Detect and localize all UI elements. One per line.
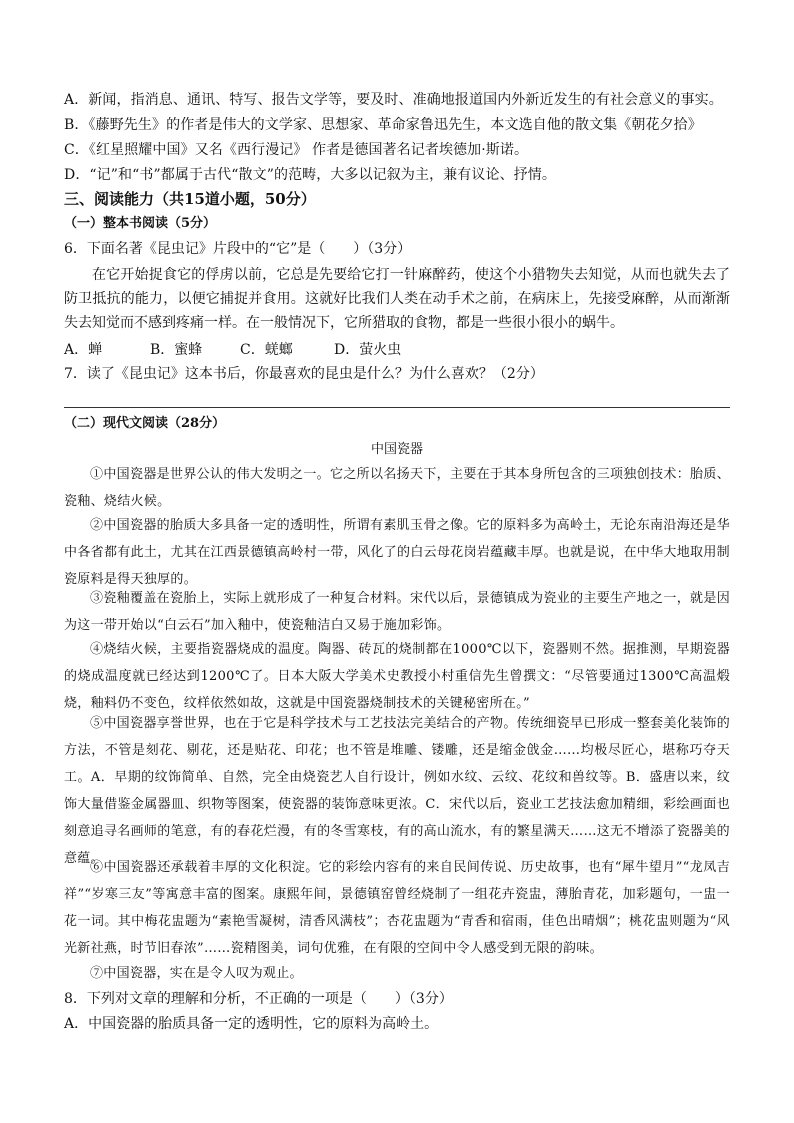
question-6-passage: 在它开始捉食它的俘虏以前，它总是先要给它打一针麻醉药，使这个小猎物失去知觉，从而也就失去了防卫抵抗的能力，以便它捕捉并食用。这就好比我们人类在动手术之前，在病床上，先接受麻醉，从而渐渐失去知觉而不感到疼痛一样。在一般情况下，它所猎取的食物，都是一些很小很小的蜗牛。	[64, 267, 730, 331]
article-paragraph-6: ⑥中国瓷器还承载着丰厚的文化积淀。它的彩绘内容有的来自民间传说、历史故事，也有“犀牛望月”“龙凤吉祥”“岁寒三友”等寓意丰富的图案。康熙年间，景德镇窑曾经烧制了一组花卉瓷盅，薄胎青花，加彩题句，一盅一花一词。其中梅花盅题为“素艳雪凝树，清香风满枝”；杏花盅题为“青香和宿雨，佳色出晴烟”；桃花盅则题为“风光新社燕，时节旧春浓”……瓷精图美，词句优雅，在有限的空间中令人感受到无限的韵味。	[64, 860, 730, 956]
article-paragraph-3: ③瓷釉覆盖在瓷胎上，实际上就形成了一种复合材料。宋代以后，景德镇成为瓷业的主要生产地之一，就是因为这一带开始以“白云石”加入釉中，使瓷釉洁白又易于施加彩饰。	[64, 591, 730, 633]
choice-d: D．萤火虫	[334, 342, 402, 358]
question-6-choices	[64, 340, 401, 360]
question-8-option-a: A．中国瓷器的胎质具备一定的透明性，它的原料为高岭土。	[64, 1016, 439, 1032]
divider-line	[64, 407, 730, 408]
part2-heading: （二）现代文阅读（28分）	[64, 416, 226, 431]
prev-option-a: A．新闻，指消息、通讯、特写、报告文学等，要及时、准确地报道国内外新近发生的有社会意义的事实。	[64, 92, 723, 108]
part1-heading: （一）整本书阅读（5分）	[64, 216, 217, 231]
prev-option-b: B．《藤野先生》的作者是伟大的文学家、思想家、革命家鲁迅先生，本文选自他的散文集《朝花夕拾》	[64, 117, 702, 133]
article-title: 中国瓷器	[370, 442, 423, 457]
article-paragraph-1: ①中国瓷器是世界公认的伟大发明之一。它之所以名扬天下，主要在于其本身所包含的三项独创技术：胎质、瓷釉、烧结火候。	[64, 467, 730, 509]
choice-c: C．蜣螂	[240, 342, 293, 358]
article-paragraph-2: ②中国瓷器的胎质大多具备一定的透明性，所谓有素肌玉骨之像。它的原料多为高岭土，无论东南沿海还是华中各省都有此土，尤其在江西景德镇高岭村一带，风化了的白云母花岗岩蕴藏丰厚。也就是说，在中华大地取用制瓷原料是得天独厚的。	[64, 518, 730, 587]
section-heading: 三、阅读能力（共15道小题，50分）	[64, 190, 316, 208]
prev-option-d: D．“记”和“书”都属于古代“散文”的范畴，大多以记叙为主，兼有议论、抒情。	[64, 167, 556, 183]
choice-a: A．蝉	[64, 342, 103, 358]
article-paragraph-5: ⑤中国瓷器享誉世界，也在于它是科学技术与工艺技法完美结合的产物。传统细瓷早已形成一整套美化装饰的方法，不管是刻花、剔花，还是贴花、印花；也不管是堆雕、镂雕，还是缩金戗金……均极尽匠心，堪称巧夺天工。A．早期的纹饰简单、自然，完全由烧瓷艺人自行设计，例如水纹、云纹、花纹和兽纹等。B．盛唐以来，纹饰大量借鉴金属器皿、织物等图案，使瓷器的装饰意味更浓。C．宋代以后，瓷业工艺技法愈加精细，彩绘画面也刻意追寻名画师的笔意，有的春花烂漫，有的冬雪寒枝，有的高山流水，有的繁星满天……这无不增添了瓷器美的意蕴。	[64, 716, 730, 866]
question-7-stem: 7．读了《昆虫记》这本书后，你最喜欢的昆虫是什么？为什么喜欢？（2分）	[64, 366, 544, 382]
choice-b: B．蜜蜂	[150, 342, 203, 358]
question-8-stem: 8．下列对文章的理解和分析，不正确的一项是（ ）（3分）	[64, 991, 453, 1007]
question-6-stem: 6．下面名著《昆虫记》片段中的“它”是（ ）（3分）	[64, 241, 412, 257]
prev-option-c: C．《红星照耀中国》又名《西行漫记》 作者是德国著名记者埃德加·斯诺。	[64, 142, 529, 158]
article-paragraph-7: ⑦中国瓷器，实在是令人叹为观止。	[90, 966, 303, 981]
article-paragraph-4: ④烧结火候，主要指瓷器烧成的温度。陶器、砖瓦的烧制都在1000℃以下，瓷器则不然。据推测，早期瓷器的烧成温度就已经达到1200℃了。日本大阪大学美术史教授小村重信先生曾撰文：“尽管要通过1300℃高温煅烧，釉料仍不变色，纹样依然如故，这就是中国瓷器烧制技术的关键秘密所在。”	[64, 642, 730, 711]
